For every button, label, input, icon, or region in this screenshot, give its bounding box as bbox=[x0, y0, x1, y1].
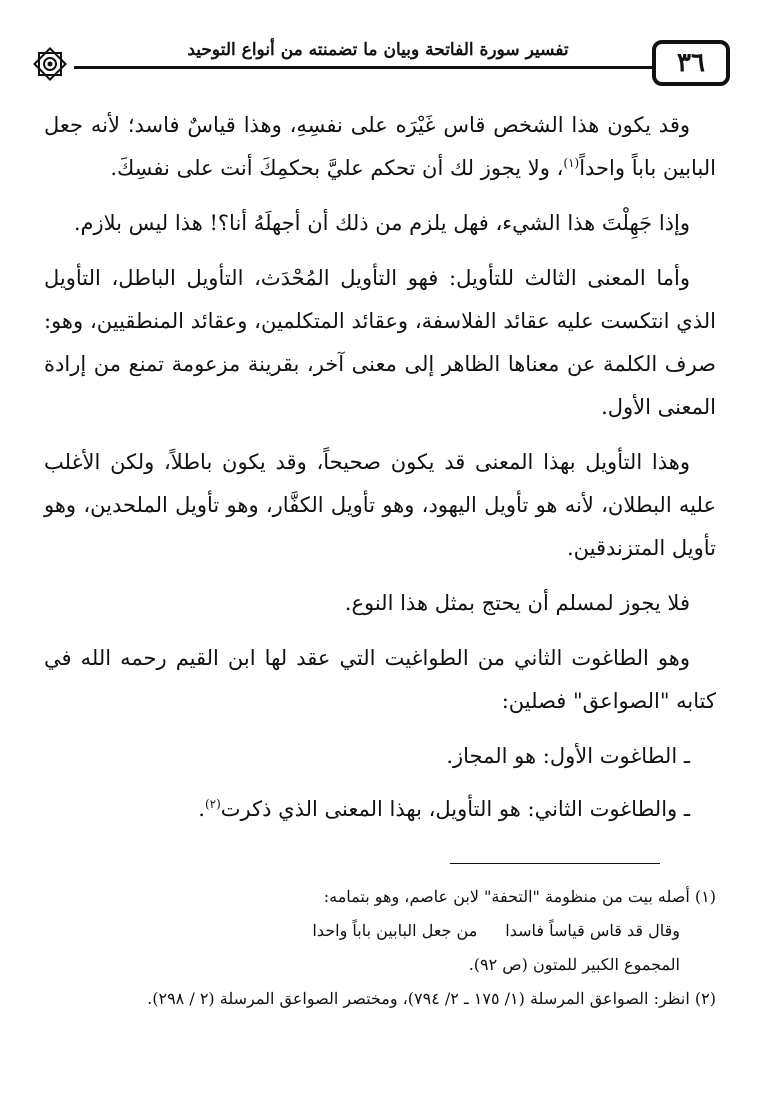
paragraph: فلا يجوز لمسلم أن يحتج بمثل هذا النوع. bbox=[344, 591, 690, 615]
list-item-text: ـ والطاغوت الثاني: هو التأويل، بهذا المعنى الذي ذكرت bbox=[220, 797, 690, 821]
footnote-2: (٢) انظر: الصواعق المرسلة (١/ ١٧٥ ـ ٢/ ٧٩٤)، ومختصر الصواعق المرسلة (٢ / ٢٩٨). bbox=[147, 989, 716, 1008]
list-item: ـ الطاغوت الأول: هو المجاز. bbox=[446, 744, 690, 768]
paragraph: وأما المعنى الثالث للتأويل: فهو التأويل المُحْدَث، التأويل الباطل، التأويل الذي انتكست عليه عقائد الفلاسفة، وعقائد المتكلمين، وعقائد المنطقيين، وهو: صرف الكلمة عن معناها الظاهر إلى معنى آخر، بقرينة مزعومة تمنع من إرادة المعنى الأول. bbox=[44, 266, 716, 419]
verse-hemistich: وقال قد قاس قياساً فاسدا bbox=[505, 921, 680, 940]
paragraph-text: ، ولا يجوز لك أن تحكم عليَّ بحكمِكَ أنت على نفسِكَ. bbox=[110, 156, 564, 180]
footnote-ref: (٢) bbox=[204, 797, 221, 811]
list-item-end: . bbox=[198, 797, 205, 821]
footnote-rule bbox=[450, 863, 660, 864]
running-title: تفسير سورة الفاتحة وبيان ما تضمنته من أنواع التوحيد bbox=[187, 40, 569, 60]
footnotes bbox=[44, 880, 716, 1016]
paragraph: وإذا جَهِلْتَ هذا الشيء، فهل يلزم من ذلك أن أجهلَهُ أنا؟! هذا ليس بلازم. bbox=[73, 211, 690, 235]
page-number: ٣٦ bbox=[652, 40, 730, 86]
paragraph: وهو الطاغوت الثاني من الطواغيت التي عقد لها ابن القيم رحمه الله في كتابه "الصواعق" فصلين: bbox=[44, 646, 716, 713]
footnote-source: المجموع الكبير للمتون (ص ٩٢). bbox=[468, 955, 680, 974]
footnote-ref: (١) bbox=[563, 156, 580, 170]
header-rule bbox=[74, 66, 656, 69]
footnote-1: (١) أصله بيت من منظومة "التحفة" لابن عاصم، وهو بتمامه: bbox=[323, 887, 716, 906]
page-header bbox=[30, 36, 730, 92]
paragraph-text: وقد يكون هذا الشخص قاس غَيْرَه على نفسِهِ، وهذا قياسٌ فاسد؛ لأنه جعل البابين باباً واحداً bbox=[44, 113, 716, 180]
verse-hemistich: من جعل البابين باباً واحدا bbox=[312, 921, 478, 940]
paragraph: وهذا التأويل بهذا المعنى قد يكون صحيحاً، وقد يكون باطلاً، ولكن الأغلب عليه البطلان، لأنه هو تأويل اليهود، وهو تأويل الكفَّار، وهو تأويل الملحدين، وهو تأويل المتزندقين. bbox=[44, 450, 716, 560]
paragraph bbox=[44, 104, 716, 190]
footnote-verse bbox=[44, 914, 716, 948]
star-ornament-icon bbox=[30, 44, 70, 84]
main-text bbox=[44, 104, 716, 841]
list-item bbox=[44, 788, 716, 831]
